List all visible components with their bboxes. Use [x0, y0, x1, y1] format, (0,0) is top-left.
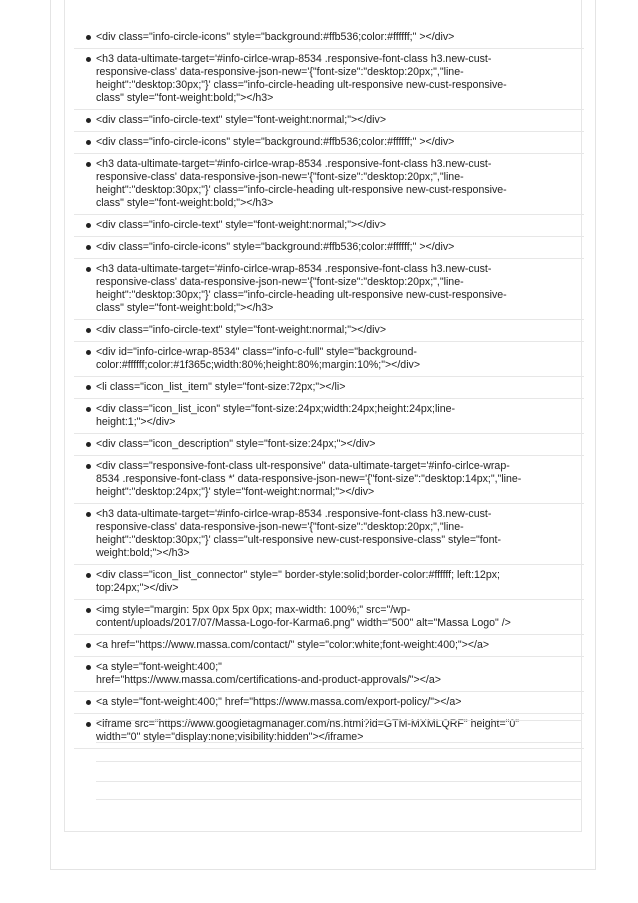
list-item — [74, 381, 584, 399]
bullet-icon — [86, 328, 91, 333]
bullet-icon — [86, 665, 91, 670]
bullet-icon — [86, 722, 91, 727]
bullet-icon — [86, 245, 91, 250]
list-item — [74, 114, 584, 132]
code-snippet-text: <div class="info-circle-icons" style="background:#ffb536;color:#ffffff;" ></div> — [96, 241, 455, 253]
code-snippet-text: <h3 data-ultimate-target='#info-cirlce-wrap-8534 .responsive-font-class h3.new-cust- responsive-class' data-responsive-json-new='{"font-size":"desktop:20px;","line- height":"desktop:30px;"}' class="info-circle-heading ult-responsive new-cust-responsive- class" style="font-weight:bold;"></h3> — [96, 158, 507, 209]
list-item — [74, 604, 584, 635]
bullet-icon — [86, 118, 91, 123]
code-snippet-text: <h3 data-ultimate-target='#info-cirlce-wrap-8534 .responsive-font-class h3.new-cust- responsive-class' data-responsive-json-new='{"font-size":"desktop:20px;","line- height":"desktop:30px;"}' class="ult-responsive new-cust-responsive-class" style="font- weight:bold;"></h3> — [96, 508, 501, 559]
list-item — [74, 696, 584, 714]
code-snippet-text: <div class="info-circle-icons" style="background:#ffb536;color:#ffffff;" ></div> — [96, 136, 455, 148]
bullet-icon — [86, 57, 91, 62]
code-snippet-text: <a style="font-weight:400;" href="https://www.massa.com/export-policy/"></a> — [96, 696, 462, 708]
bullet-icon — [86, 140, 91, 145]
code-snippet-text: <iframe src="https://www.googletagmanager.com/ns.html?id=GTM-MXMLQRF" height="0" width="0" style="display:none;visibility:hidden"></iframe> — [96, 718, 520, 743]
bullet-icon — [86, 608, 91, 613]
empty-line — [96, 799, 582, 800]
list-item — [74, 718, 584, 749]
code-snippet-text: <div id="info-cirlce-wrap-8534" class="info-c-full" style="background- color:#ffffff;color:#1f365c;width:80%;height:80%;margin:10%;"></div> — [96, 346, 421, 371]
code-snippet-text: <a href="https://www.massa.com/contact/" style="color:white;font-weight:400;"></a> — [96, 639, 490, 651]
bullet-icon — [86, 267, 91, 272]
bullet-icon — [86, 512, 91, 517]
empty-line — [96, 781, 582, 782]
code-snippet-text: <li class="icon_list_item" style="font-size:72px;"></li> — [96, 381, 346, 393]
bullet-icon — [86, 442, 91, 447]
list-item — [74, 158, 584, 215]
list-item — [74, 136, 584, 154]
code-snippet-list — [74, 31, 584, 753]
code-snippet-text: <h3 data-ultimate-target='#info-cirlce-wrap-8534 .responsive-font-class h3.new-cust- responsive-class' data-responsive-json-new='{"font-size":"desktop:20px;","line- height":"desktop:30px;"}' class="info-circle-heading ult-responsive new-cust-responsive- class" style="font-weight:bold;"></h3> — [96, 263, 507, 314]
code-snippet-text: <a style="font-weight:400;" href="https://www.massa.com/certifications-and-product-approvals/"></a> — [96, 661, 441, 686]
code-snippet-text: <div class="info-circle-text" style="font-weight:normal;"></div> — [96, 114, 387, 126]
code-snippet-text: <div class="icon_description" style="font-size:24px;"></div> — [96, 438, 376, 450]
bullet-icon — [86, 223, 91, 228]
list-item — [74, 31, 584, 49]
bullet-icon — [86, 407, 91, 412]
bullet-icon — [86, 35, 91, 40]
list-item — [74, 508, 584, 565]
list-item — [74, 241, 584, 259]
bullet-icon — [86, 573, 91, 578]
list-item — [74, 346, 584, 377]
list-item — [74, 569, 584, 600]
code-snippet-text: <div class="icon_list_connector" style=" border-style:solid;border-color:#ffffff; left:12px; top:24px;"></div> — [96, 569, 500, 594]
empty-line — [96, 742, 582, 743]
code-snippet-text: <img style="margin: 5px 0px 5px 0px; max-width: 100%;" src="/wp- content/uploads/2017/07/Massa-Logo-for-Karma6.png" width="500" alt="Massa Logo" /> — [96, 604, 511, 629]
list-item — [74, 263, 584, 320]
list-item — [74, 53, 584, 110]
code-snippet-text: <div class="info-circle-text" style="font-weight:normal;"></div> — [96, 219, 387, 231]
bullet-icon — [86, 464, 91, 469]
bullet-icon — [86, 700, 91, 705]
list-item — [74, 661, 584, 692]
code-snippet-text: <div class="responsive-font-class ult-responsive" data-ultimate-target='#info-cirlce-wrap- 8534 .responsive-font-class *' data-responsive-json-new='{"font-size":"desktop:14px;","line- height":"desktop:24px;"}' style="font-weight:normal;"></div> — [96, 460, 522, 498]
list-item — [74, 324, 584, 342]
list-item — [74, 219, 584, 237]
code-snippet-text: <div class="info-circle-text" style="font-weight:normal;"></div> — [96, 324, 387, 336]
bullet-icon — [86, 385, 91, 390]
code-snippet-text: <h3 data-ultimate-target='#info-cirlce-wrap-8534 .responsive-font-class h3.new-cust- responsive-class' data-responsive-json-new='{"font-size":"desktop:20px;","line- height":"desktop:30px;"}' class="info-circle-heading ult-responsive new-cust-responsive- class" style="font-weight:bold;"></h3> — [96, 53, 507, 104]
code-snippet-text: <div class="info-circle-icons" style="background:#ffb536;color:#ffffff;" ></div> — [96, 31, 455, 43]
list-item — [74, 403, 584, 434]
empty-line — [96, 720, 582, 721]
list-item — [74, 438, 584, 456]
list-item — [74, 639, 584, 657]
bullet-icon — [86, 643, 91, 648]
bullet-icon — [86, 350, 91, 355]
code-snippet-text: <div class="icon_list_icon" style="font-size:24px;width:24px;height:24px;line- height:1;"></div> — [96, 403, 456, 428]
bullet-icon — [86, 162, 91, 167]
empty-line — [96, 761, 582, 762]
list-item — [74, 460, 584, 504]
